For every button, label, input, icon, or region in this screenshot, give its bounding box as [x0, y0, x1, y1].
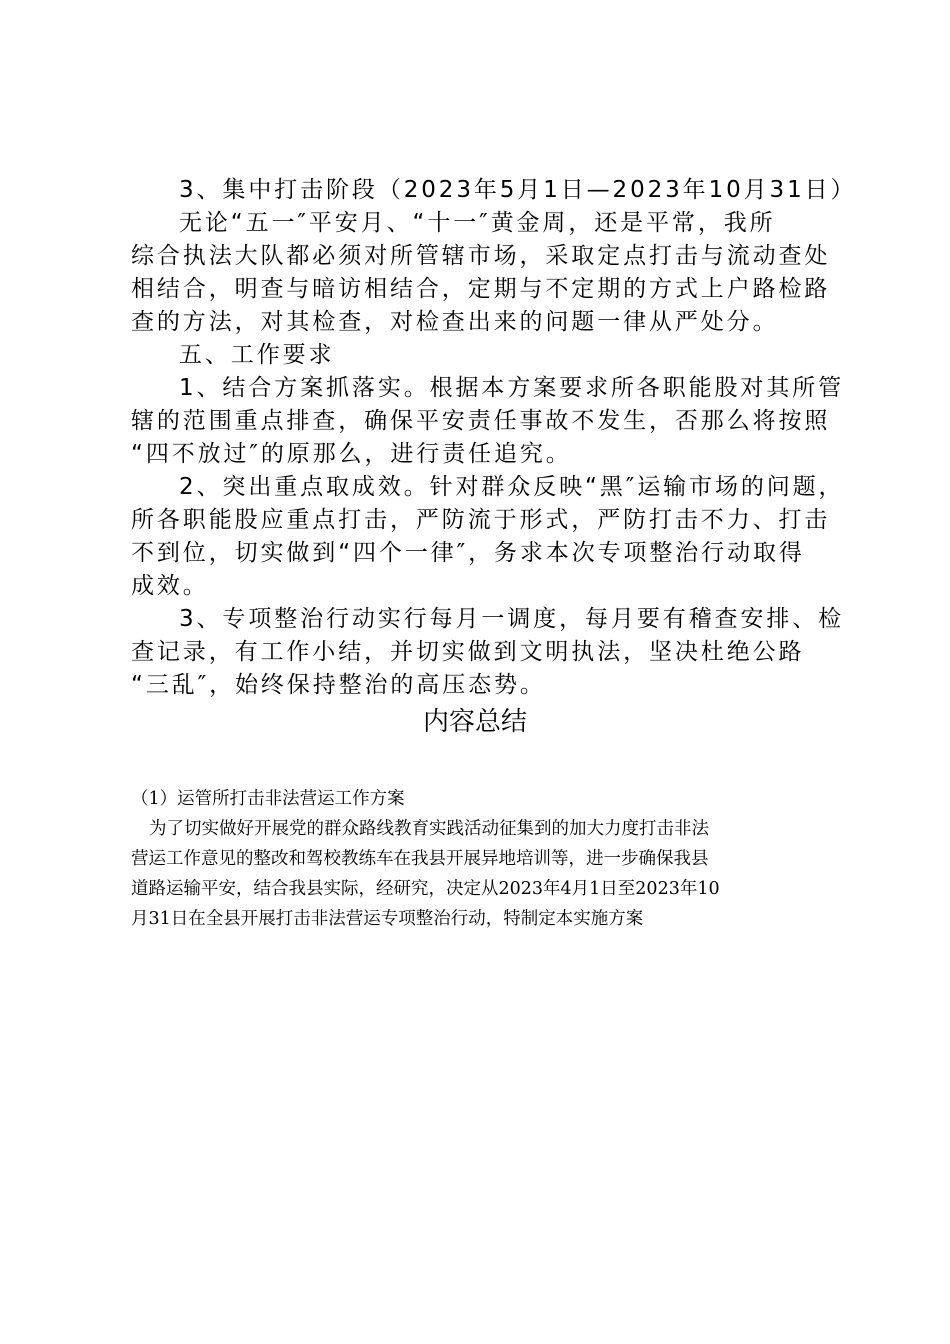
main-body: [131, 174, 857, 702]
body-line: 相结合，明查与暗访相结合，定期与不定期的方式上户路检路: [131, 276, 831, 302]
body-line: 无论“五一″平安月、“十一″黄金周，还是平常，我所: [179, 210, 776, 236]
body-line: 不到位，切实做到“四个一律″，务求本次专项整治行动取得: [131, 540, 805, 566]
section-heading-work-requirements: 五、工作要求: [179, 342, 335, 368]
body-line: 综合执法大队都必须对所管辖市场，采取定点打击与流动查处: [131, 243, 831, 269]
body-line: 3、专项整治行动实行每月一调度，每月要有稽查安排、检: [179, 606, 845, 632]
body-line: 查的方法，对其检查，对检查出来的问题一律从严处分。: [131, 309, 779, 335]
summary-title: 内容总结: [422, 707, 527, 737]
body-line: “四不放过″的原那么，进行责任追究。: [131, 441, 572, 467]
summary-line: 月31日在全县开展打击非法营运专项整治行动，特制定本实施方案: [131, 909, 644, 929]
body-line: 辖的范围重点排查，确保平安责任事故不发生，否那么将按照: [131, 408, 831, 434]
body-line: “三乱″，始终保持整治的高压态势。: [131, 672, 546, 698]
phase-3-heading: 3、集中打击阶段（2023年5月1日—2023年10月31日）: [179, 177, 857, 203]
summary-line: 为了切实做好开展党的群众路线教育实践活动征集到的加大力度打击非法: [149, 819, 709, 839]
body-line: 成效。: [131, 573, 209, 599]
summary-line: 道路运输平安，结合我县实际，经研究，决定从2023年4月1日至2023年10: [131, 879, 720, 899]
body-line: 所各职能股应重点打击，严防流于形式，严防打击不力、打击: [131, 507, 831, 533]
body-line: 查记录，有工作小结，并切实做到文明执法，坚决杜绝公路: [131, 639, 805, 665]
summary-line: 营运工作意见的整改和驾校教练车在我县开展异地培训等，进一步确保我县: [131, 849, 709, 869]
summary-line: （1）运管所打击非法营运工作方案: [131, 789, 405, 809]
body-line: 2、突出重点取成效。针对群众反映“黑″运输市场的问题，: [179, 474, 845, 500]
summary-body: [131, 784, 841, 934]
body-line: 1、结合方案抓落实。根据本方案要求所各职能股对其所管: [179, 375, 845, 401]
